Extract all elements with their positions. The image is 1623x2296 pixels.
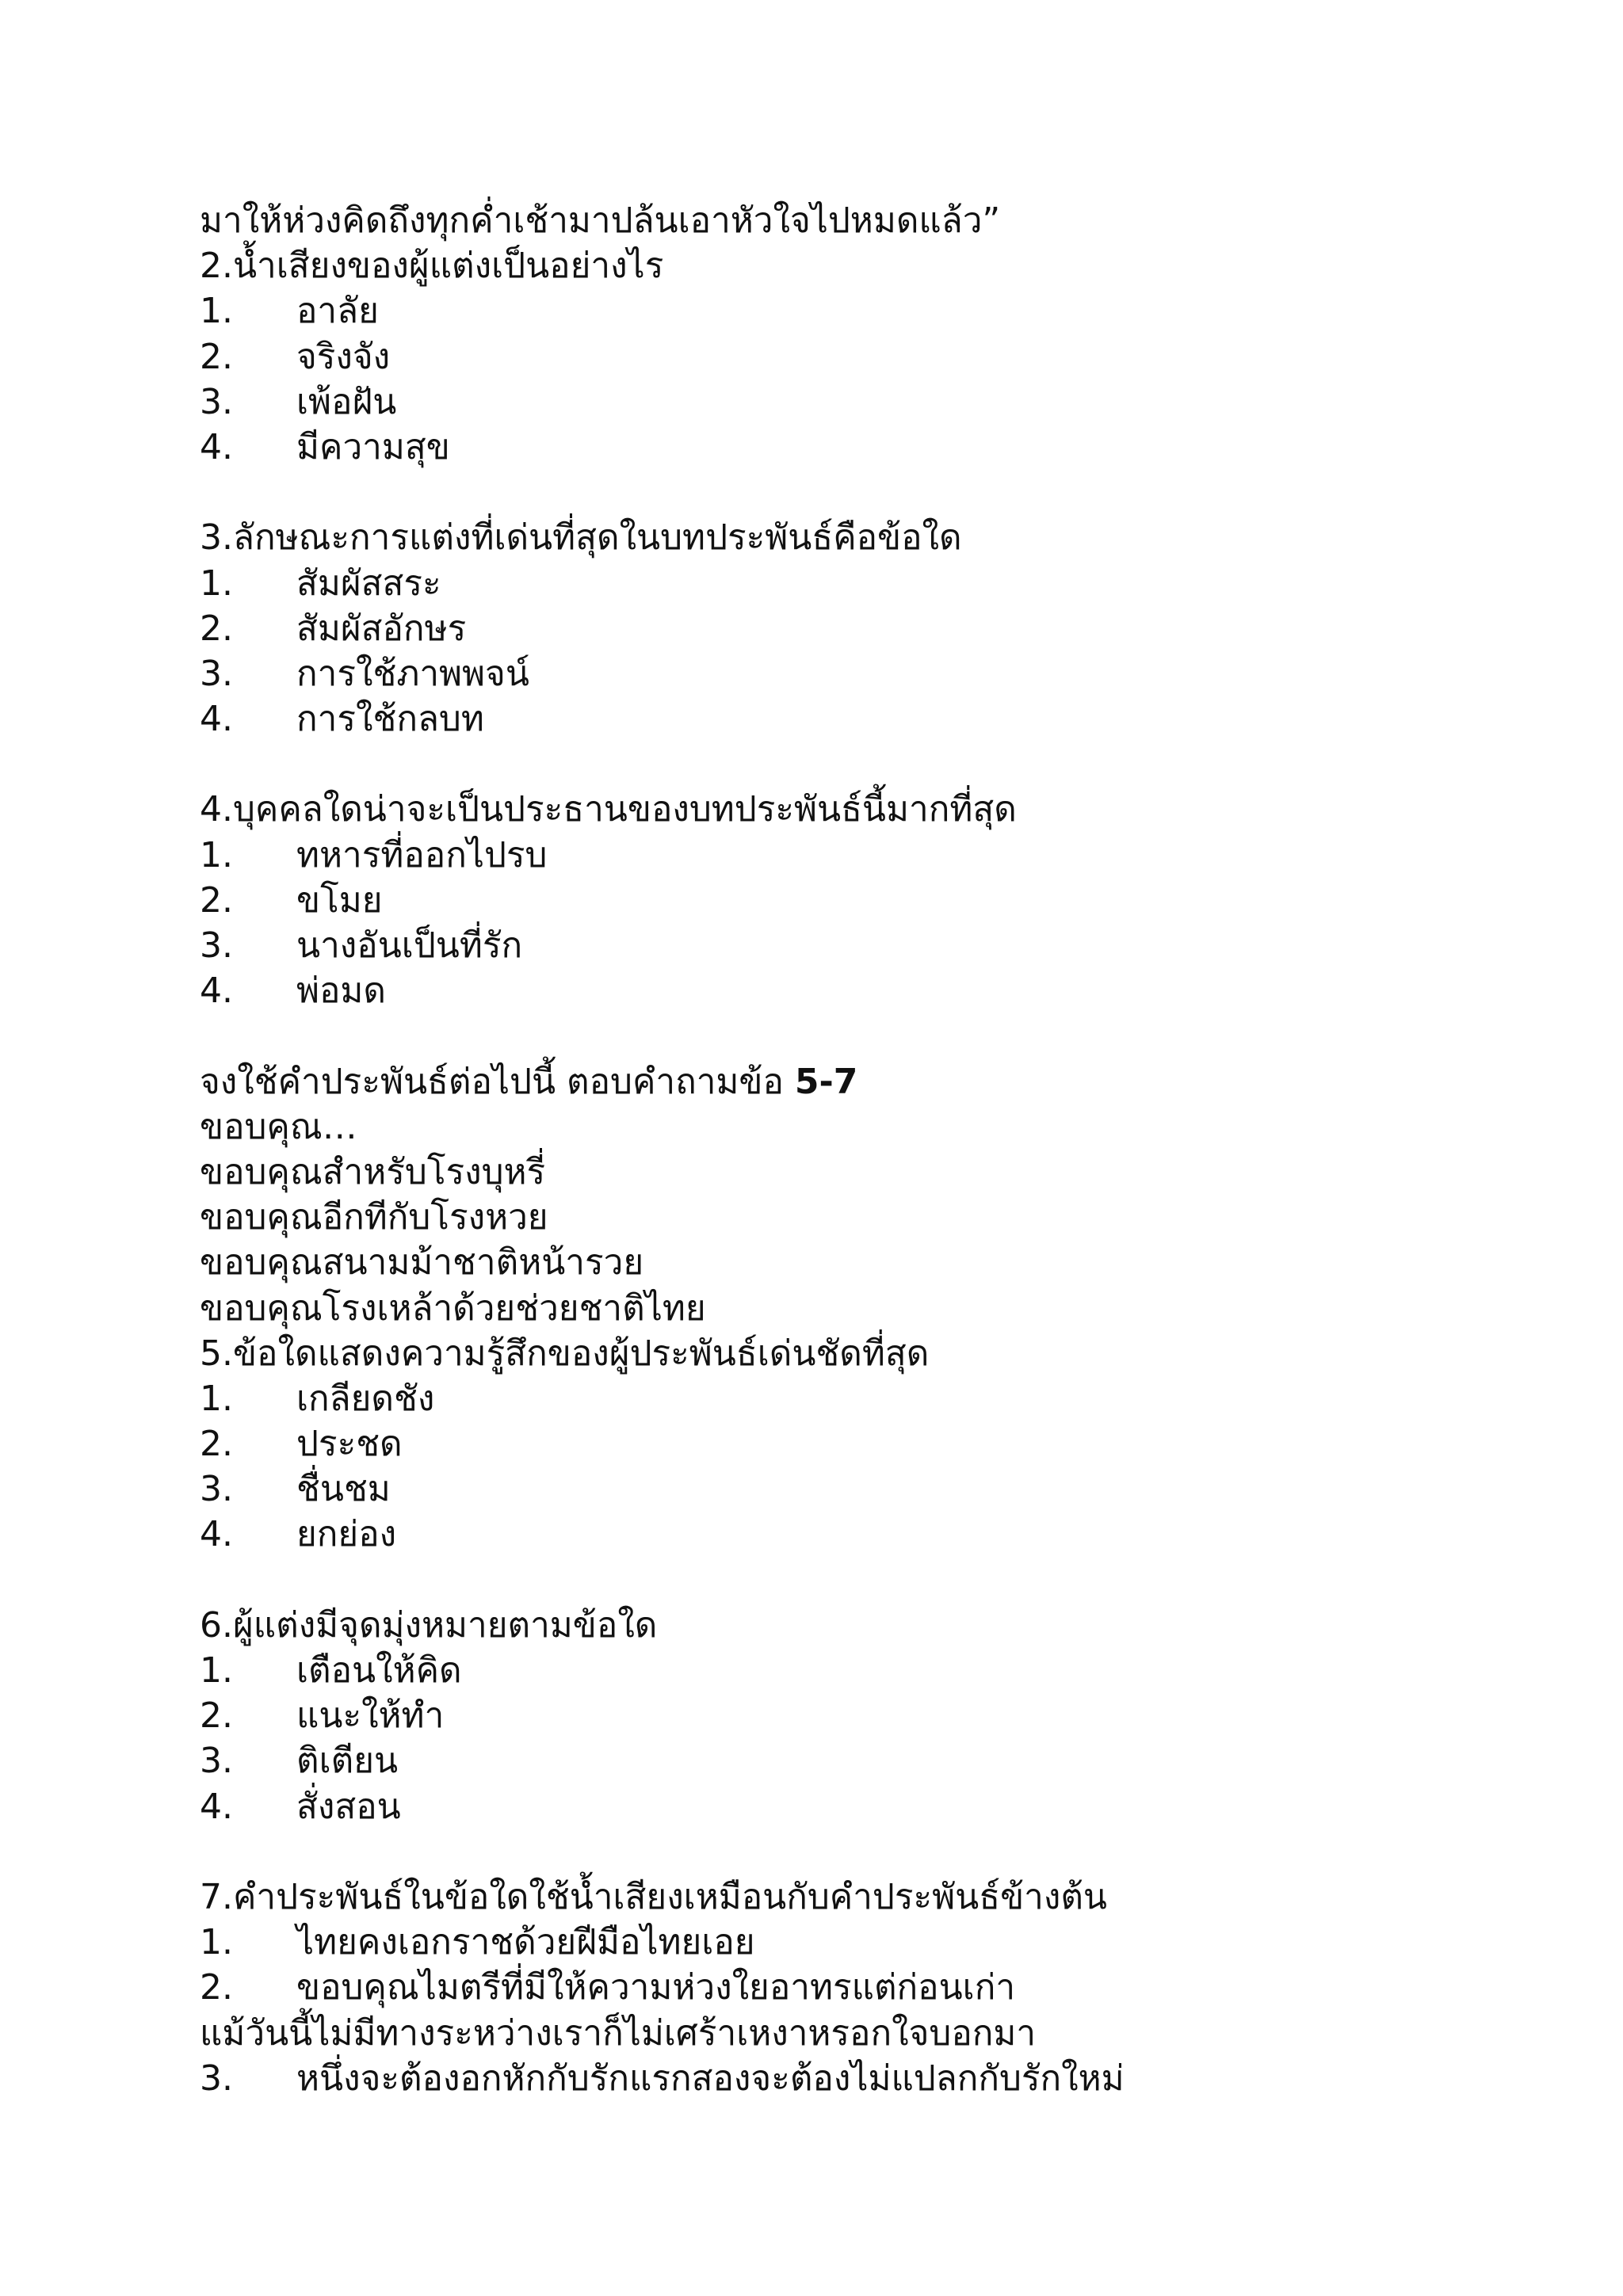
option-text: เพ้อฝัน bbox=[296, 381, 397, 422]
poem-line: ขอบคุณโรงเหล้าด้วยช่วยชาติไทย bbox=[200, 1287, 706, 1329]
question-3: 3.ลักษณะการแต่งที่เด่นที่สุดในบทประพันธ์คือข้อใด bbox=[200, 517, 962, 559]
option-number: 3. bbox=[200, 925, 233, 966]
option-number: 3. bbox=[200, 1469, 233, 1510]
option-number: 2. bbox=[200, 608, 233, 649]
option-text: นางอันเป็นที่รัก bbox=[296, 925, 523, 966]
option-number: 3. bbox=[200, 2058, 233, 2099]
q3-option-1 bbox=[200, 561, 1579, 606]
option-text: ทหารที่ออกไปรบ bbox=[296, 834, 548, 875]
option-number: 1. bbox=[200, 834, 233, 875]
q5-option-4 bbox=[200, 1512, 1579, 1557]
blank-line bbox=[200, 1558, 1579, 1603]
option-number: 1. bbox=[200, 1378, 233, 1419]
option-number: 4. bbox=[200, 1786, 233, 1827]
option-text: ชื่นชม bbox=[296, 1469, 391, 1510]
option-text: ไทยคงเอกราชด้วยฝีมือไทยเอย bbox=[296, 1922, 755, 1963]
q7-option-2-continuation: แม้วันนี้ไม่มีทางระหว่างเราก็ไม่เศร้าเหงาหรอกใจบอกมา bbox=[200, 2012, 1037, 2054]
instruction-text: จงใช้คำประพันธ์ต่อไปนี้ ตอบคำถามข้อ bbox=[200, 1061, 795, 1102]
option-number: 2. bbox=[200, 1695, 233, 1737]
option-text: แนะให้ทำ bbox=[296, 1695, 445, 1737]
option-text: เตือนให้คิด bbox=[296, 1650, 462, 1691]
q5-option-2 bbox=[200, 1421, 1579, 1466]
q6-option-3 bbox=[200, 1738, 1579, 1783]
blank-line bbox=[200, 1829, 1579, 1875]
question-2: 2.น้ำเสียงของผู้แต่งเป็นอย่างไร bbox=[200, 246, 664, 287]
option-number: 3. bbox=[200, 653, 233, 694]
q7-option-2 bbox=[200, 1965, 1579, 2010]
q4-option-4 bbox=[200, 968, 1579, 1013]
option-text: ติเตียน bbox=[296, 1741, 399, 1782]
option-number: 1. bbox=[200, 291, 233, 332]
poem-line: ขอบคุณอีกทีกับโรงหวย bbox=[200, 1197, 548, 1238]
option-text: จริงจัง bbox=[296, 336, 391, 377]
q3-option-2 bbox=[200, 606, 1579, 651]
option-number: 2. bbox=[200, 1424, 233, 1465]
option-text: ขโมย bbox=[296, 879, 383, 921]
q4-option-3 bbox=[200, 923, 1579, 968]
option-text: ขอบคุณไมตรีที่มีให้ความห่วงใยอาทรแต่ก่อนเก่า bbox=[296, 1967, 1016, 2008]
q6-option-4 bbox=[200, 1784, 1579, 1829]
option-number: 4. bbox=[200, 971, 233, 1012]
question-7: 7.คำประพันธ์ในข้อใดใช้น้ำเสียงเหมือนกับคำประพันธ์ข้างต้น bbox=[200, 1876, 1107, 1917]
poem-line: ขอบคุณ… bbox=[200, 1106, 357, 1147]
q5-option-3 bbox=[200, 1466, 1579, 1512]
option-text: หนึ่งจะต้องอกหักกับรักแรกสองจะต้องไม่แปลกกับรักใหม่ bbox=[296, 2058, 1125, 2099]
option-text: การใช้กลบท bbox=[296, 699, 484, 740]
option-text: สัมผัสอักษร bbox=[296, 608, 467, 649]
q3-option-3 bbox=[200, 651, 1579, 696]
option-text: การใช้ภาพพจน์ bbox=[296, 653, 529, 694]
option-text: พ่อมด bbox=[296, 971, 387, 1012]
q2-option-3 bbox=[200, 379, 1579, 425]
q2-option-1 bbox=[200, 288, 1579, 334]
q4-option-1 bbox=[200, 833, 1579, 878]
q4-option-2 bbox=[200, 878, 1579, 923]
poem-line: ขอบคุณสนามม้าชาติหน้ารวย bbox=[200, 1242, 644, 1283]
option-number: 4. bbox=[200, 426, 233, 467]
option-number: 1. bbox=[200, 1650, 233, 1691]
option-number: 2. bbox=[200, 1967, 233, 2008]
option-number: 1. bbox=[200, 1922, 233, 1963]
instruction-line bbox=[200, 1059, 1579, 1104]
blank-line bbox=[200, 1013, 1579, 1058]
option-number: 2. bbox=[200, 879, 233, 921]
q6-option-1 bbox=[200, 1648, 1579, 1693]
option-number: 2. bbox=[200, 336, 233, 377]
option-text: อาลัย bbox=[296, 291, 379, 332]
document-page bbox=[200, 198, 1579, 2101]
option-text: ยกย่อง bbox=[296, 1514, 397, 1555]
question-4: 4.บุคคลใดน่าจะเป็นประธานของบทประพันธ์นี้มากที่สุด bbox=[200, 789, 1017, 830]
q3-option-4 bbox=[200, 696, 1579, 742]
q2-option-4 bbox=[200, 425, 1579, 470]
option-number: 3. bbox=[200, 1741, 233, 1782]
blank-line bbox=[200, 742, 1579, 787]
q5-option-1 bbox=[200, 1376, 1579, 1421]
option-text: ประชด bbox=[296, 1424, 403, 1465]
q6-option-2 bbox=[200, 1693, 1579, 1738]
option-text: เกลียดชัง bbox=[296, 1378, 435, 1419]
option-text: มีความสุข bbox=[296, 426, 450, 467]
option-text: สัมผัสสระ bbox=[296, 563, 441, 604]
intro-line: มาให้ห่วงคิดถึงทุกค่ำเช้ามาปล้นเอาหัวใจไปหมดแล้ว” bbox=[200, 200, 1001, 241]
option-number: 4. bbox=[200, 699, 233, 740]
q7-option-3 bbox=[200, 2056, 1579, 2101]
question-range: 5-7 bbox=[794, 1061, 858, 1102]
option-number: 1. bbox=[200, 563, 233, 604]
q2-option-2 bbox=[200, 334, 1579, 379]
blank-line bbox=[200, 470, 1579, 515]
question-6: 6.ผู้แต่งมีจุดมุ่งหมายตามข้อใด bbox=[200, 1604, 658, 1646]
option-text: สั่งสอน bbox=[296, 1786, 401, 1827]
option-number: 3. bbox=[200, 381, 233, 422]
q7-option-1 bbox=[200, 1920, 1579, 1965]
poem-line: ขอบคุณสำหรับโรงบุหรี่ bbox=[200, 1151, 546, 1192]
question-5: 5.ข้อใดแสดงความรู้สึกของผู้ประพันธ์เด่นชัดที่สุด bbox=[200, 1333, 930, 1374]
option-number: 4. bbox=[200, 1514, 233, 1555]
